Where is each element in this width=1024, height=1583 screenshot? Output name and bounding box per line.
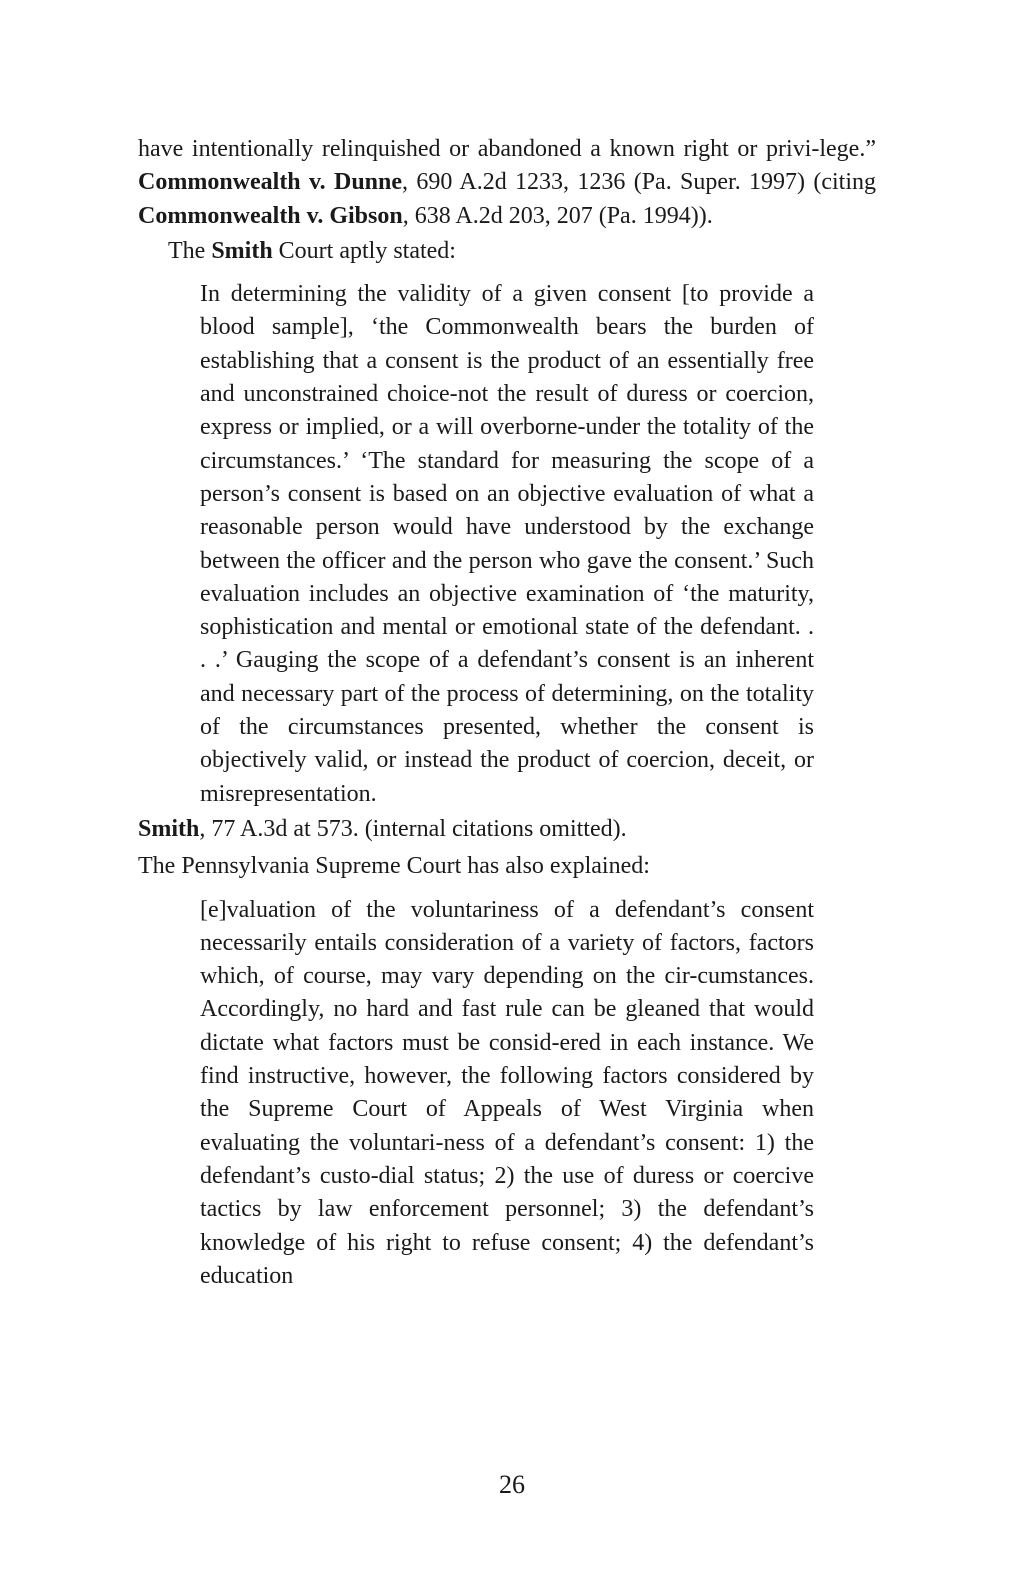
case-name: Smith <box>138 815 200 842</box>
citation-line: Smith, 77 A.3d at 573. (internal citations omitted). <box>138 815 627 842</box>
case-name: Smith <box>211 237 273 264</box>
paragraph-intro: The Pennsylvania Supreme Court has also explained: <box>138 853 650 880</box>
page-number: 26 <box>499 1470 525 1499</box>
paragraph-intro: The Smith Court aptly stated: <box>168 237 456 264</box>
block-quote-smith: In determining the validity of a given consent [to provide a blood sample], ‘the Commonwealth bears the burden of establishing that a consent is the product of an essentially free and unconstrained choice-not the result of duress or coercion, express or implied, or a will overborne-under the totality of the circumstances.’ ‘The standard for measuring the scope of a person’s consent is based on an objective evaluation of what a reasonable person would have understood by the exchange between the officer and the person who gave the consent.’ Such evaluation includes an objective examination of ‘the maturity, sophistication and mental or emotional state of the defendant. . . .’ Gauging the scope of a defendant’s consent is an inherent and necessary part of the process of determining, on the totality of the circumstances presented, whether the consent is objectively valid, or instead the product of coercion, deceit, or misrepresentation. <box>200 281 814 807</box>
case-name: Commonwealth v. Dunne <box>138 169 403 196</box>
body-text <box>138 133 876 1293</box>
block-quote-supreme-court: [e]valuation of the voluntariness of a defendant’s consent necessarily entails consideration of a variety of factors, factors which, of course, may vary depending on the cir-cumstances. Accordingly, no hard and fast rule can be gleaned that would dictate what factors must be consid-ered in each instance. We find instructive, however, the following factors considered by the Supreme Court of Appeals of West Virginia when evaluating the voluntari-ness of a defendant’s consent: 1) the defendant’s custo-dial status; 2) the use of duress or coercive tactics by law enforcement personnel; 3) the defendant’s knowledge of his right to refuse consent; 4) the defendant’s education <box>200 896 814 1289</box>
case-name: Commonwealth v. Gibson <box>138 202 403 229</box>
paragraph-continuation: have intentionally relinquished or abandoned a known right or privi-lege.” Commonwealth v. Dunne, 690 A.2d 1233, 1236 (Pa. Super. 1997) (citing Commonwealth v. Gibson, 638 A.2d 203, 207 (Pa. 1994)). <box>138 136 877 229</box>
